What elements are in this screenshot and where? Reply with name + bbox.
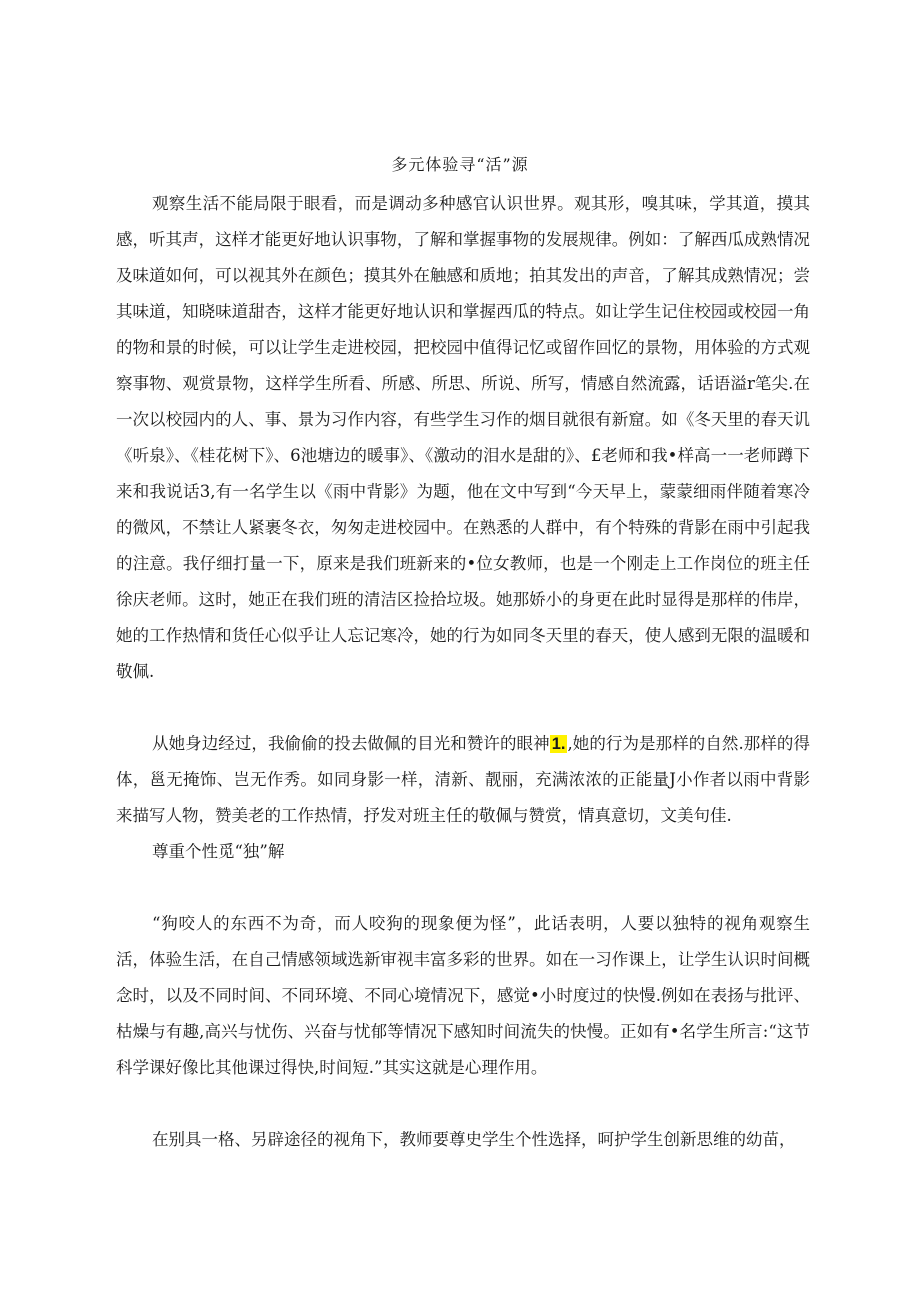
paragraph-rain-figure (116, 726, 810, 834)
paragraph-observation: 观察生活不能局限于眼看，而是调动多种感官认识世界。观其形，嗅其味，学其道，摸其感，听其声，这样才能更好地认识事物，了解和掌握事物的发展规律。例如：了解西瓜成熟情况及味道如何，可以视其外在颜色；摸其外在触感和质地；拍其发出的声音，了解其成熟情况；尝其味道，知晓味道甜杏，这样才能更好地认识和掌握西瓜的特点。如让学生记住校园或校园一角的物和景的时候，可以让学生走进校园，把校园中值得记忆或留作回忆的景物，用体验的方式观察事物、观赏景物，这样学生所看、所感、所思、所说、所写，情感自然流露，话语溢r笔尖.在一次以校园内的人、事、景为习作内容，有些学生习作的烟目就很有新窟。如《冬天里的春天讥《听泉》、《桂花树下》、6池塘边的暖事》、《激动的泪水是甜的》、£老师和我•样高一一老师蹲下来和我说话3,有一名学生以《雨中背影》为题，他在文中写到“今天早上，蒙蒙细雨伴随着寒冷的微风，不禁让人紧裹冬衣，匆匆走进校园中。在熟悉的人群中，有个特殊的背影在雨中引起我的注意。我仔细打量一下，原来是我们班新来的•位女教师，也是一个刚走上工作岗位的班主任徐庆老师。这时，她正在我们班的清洁区捡拾垃圾。她那娇小的身更在此时显得是那样的伟岸，她的工作热情和货任心似乎让人忘记寒冷，她的行为如同冬天里的春天，使人感到无限的温暖和敬佩. (116, 194, 810, 681)
paragraph-individuality: 在别具一格、另辟途径的视角下，教师要尊史学生个性选择，呵护学生创新思维的幼苗， (152, 1130, 796, 1149)
highlighted-footnote-marker: 1. (551, 735, 566, 753)
paragraph-text: ,她的行为是那样的自然.那样的得体，邕无掩饰、岂无作秀。如同身影一样，清新、靓丽，充满浓浓的正能量J小作者以雨中背影来描写人物，赞美老的工作热情，抒发对班主任的敬佩与赞赏，情真意切，文美句佳. (116, 734, 810, 825)
paragraph-text: 从她身边经过，我偷偷的投去做佩的目光和赞许的眼神 (152, 734, 550, 753)
section-heading: 尊重个性觅“独”解 (152, 842, 285, 861)
document-title: 多元体验寻“活”源 (391, 155, 529, 174)
paragraph-unique-view: “狗咬人的东西不为奇，而人咬狗的现象便为怪”，此话表明，人要以独特的视角观察生活，体验生活，在自己情感领域选新审视丰富多彩的世界。如在一习作课上，让学生认识时间概念时，以及不同时间、不同环境、不同心境情况下，感觉•小时度过的快慢.例如在表扬与批评、枯燥与有趣,高兴与忧伤、兴奋与忧郁等情况下感知时间流失的快慢。正如有•名学生所言:“这节科学课好像比其他课过得快,时间短.”其实这就是心理作用。 (116, 914, 810, 1077)
